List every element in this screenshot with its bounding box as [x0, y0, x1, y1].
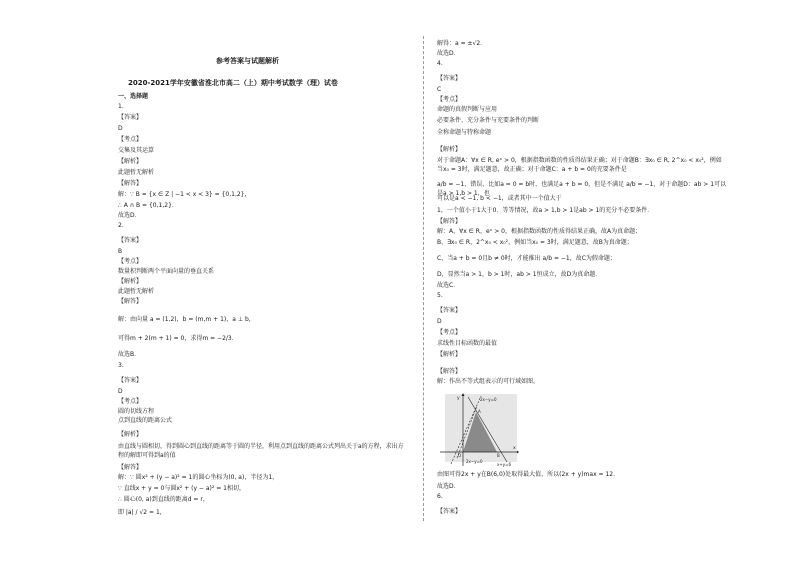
point-b-label: B: [497, 453, 500, 458]
analysis-text: a/b = −1，错误，比如a = 0 = b时，也满足a + b = 0，但是不满足 a/b = −1，对于命题D：ab > 1可以是a > 1,b > 1，也: [437, 181, 727, 197]
solution-label: 【解答】: [437, 218, 462, 225]
analysis-text: 此题暂无解析: [118, 288, 155, 295]
topic-text: 圆的切线方程: [118, 408, 155, 415]
label-2x-y-top: 2x−y=0: [480, 397, 497, 402]
label-2x-y-bottom: 2x−y=0: [466, 459, 483, 464]
label-x-y-6: x+y=6: [497, 462, 511, 467]
conclusion-text: 故选C．: [437, 282, 460, 289]
topic-text: 交集及其运算: [118, 147, 155, 154]
x-axis-arrow: [517, 451, 519, 454]
solution-text: ∵ 直线x + y = 0与圆x² + (y − a)² = 1相切，: [118, 485, 245, 492]
answer-value: C: [437, 86, 442, 93]
answer-label: 【答案】: [118, 377, 143, 384]
solution-text: 由图可得2x + y在B(6,0)处取得最大值，所以(2x + y)max = 12．: [437, 471, 620, 478]
feasible-region-graph: [437, 392, 519, 468]
solution-text: 解：作出不等式组表示的可行域如图，: [437, 378, 540, 385]
answer-value: B: [118, 248, 123, 255]
y-axis-label: y: [457, 396, 460, 401]
topic-text: 必要条件、充分条件与充要条件的判断: [437, 117, 540, 124]
analysis-label: 【解析】: [118, 158, 143, 165]
solution-label: 【解答】: [118, 298, 143, 305]
topic-label: 【考点】: [437, 329, 462, 336]
exam-title: 2020-2021学年安徽省淮北市高二（上）期中考试数学（理）试卷: [128, 79, 338, 87]
question-number: 6.: [437, 493, 443, 500]
analysis-label: 【解析】: [118, 278, 143, 285]
doc-title: 参考答案与试题解析: [216, 57, 279, 65]
answer-label: 【答案】: [118, 237, 143, 244]
solution-label: 【解答】: [437, 368, 462, 375]
analysis-text: 由直线与圆相切，得到圆心到直线的距离等于圆的半径，利用点到直线的距离公式列出关于a的方程，求出方程的解即可得到a的值: [118, 443, 404, 459]
solution-text: 可得m + 2(m + 1) = 0，求得m = −2/3．: [118, 335, 238, 342]
answer-value: D: [118, 388, 123, 395]
conclusion-text: 故选D．: [437, 483, 460, 490]
solution-text: 解：由向量 a = (1,2)，b = (m,m + 1)，a ⊥ b，: [118, 316, 255, 323]
answer-label: 【答案】: [437, 307, 462, 314]
analysis-label: 【解析】: [437, 146, 462, 153]
topic-label: 【考点】: [118, 258, 143, 265]
answer-value: D: [118, 125, 123, 132]
point-a-label: A: [478, 409, 481, 414]
analysis-text: 对于命题A：∀x ∈ R, eˣ > 0，根据指数函数的性质得结果正确；对于命题B：∃x₀ ∈ R, 2^x₀ < x₀²，例如当x₀ = 3时，满足题意，故正确；对于命题C：a + b = 0的充要条件是: [437, 157, 722, 173]
solution-text: C，当a + b = 0且b ≠ 0时，才能推出 a/b = −1，故C为假命题；: [437, 255, 616, 262]
analysis-label: 【解析】: [118, 431, 143, 438]
topic-text: 点到直线的距离公式: [118, 417, 173, 424]
topic-text: 命题的真假判断与应用: [437, 106, 498, 113]
solution-text: B，∃x₀ ∈ R，2^x₀ < x₀²，例如当x₀ = 3时，满足题意，故B为真命题；: [437, 239, 633, 246]
topic-label: 【考点】: [437, 96, 462, 103]
answer-label: 【答案】: [437, 75, 462, 82]
answer-label: 【答案】: [118, 114, 143, 121]
solution-text: 解：A，∀x ∈ R，eˣ > 0，根据指数函数的性质得结果正确，故A为真命题；: [437, 228, 642, 235]
conclusion-text: 故选D．: [118, 212, 141, 219]
solution-label: 【解答】: [118, 180, 143, 187]
origin-label: O: [458, 453, 462, 458]
topic-text: 数量积判断两个平面向量的垂直关系: [118, 268, 215, 275]
topic-text: 全称命题与特称命题: [437, 129, 492, 136]
analysis-text: 可以是a < −1, b < −1，或者其中一个值大于: [437, 195, 562, 202]
question-number: 2.: [118, 222, 124, 229]
solution-text: ∴ A ∩ B = {0,1,2}．: [118, 202, 178, 209]
question-number: 5.: [437, 292, 443, 299]
topic-label: 【考点】: [118, 136, 143, 143]
conclusion-text: 故选B．: [118, 351, 141, 358]
analysis-text: 此题暂无解析: [118, 169, 155, 176]
x-axis-label: x: [513, 446, 516, 451]
solution-text: 即 |a| / √2 = 1，: [118, 509, 166, 516]
solution-label: 【解答】: [118, 464, 143, 471]
question-number: 3.: [118, 362, 124, 369]
solution-text: 解：∵ 圆x² + (y − a)² = 1的圆心坐标为(0, a)，半径为1，: [118, 474, 279, 481]
solution-text: 解：∵ B = {x ∈ Z | −1 < x < 3} = {0,1,2}，: [118, 191, 251, 198]
solution-text: D，显然当a > 1，b > 1时，ab > 1恒成立，故D为真命题．: [437, 271, 602, 278]
question-number: 1.: [118, 103, 124, 110]
question-number: 4.: [437, 60, 443, 67]
solution-text: ∴ 圆心(0, a)到直线的距离d = r，: [118, 496, 209, 503]
answer-value: D: [437, 318, 442, 325]
answer-label: 【答案】: [437, 508, 462, 515]
column-divider: [423, 36, 424, 521]
section-heading: 一、选择题: [118, 93, 149, 100]
analysis-text: 1，一个值小于1大于0．等等情况，故a > 1,b > 1是ab > 1的充分不必要条件．: [437, 207, 654, 214]
analysis-label: 【解析】: [437, 351, 462, 358]
topic-label: 【考点】: [118, 398, 143, 405]
solution-text: 解得：a = ±√2．: [437, 40, 487, 47]
conclusion-text: 故选D．: [437, 50, 460, 57]
topic-text: 求线性目标函数的最值: [437, 340, 498, 347]
